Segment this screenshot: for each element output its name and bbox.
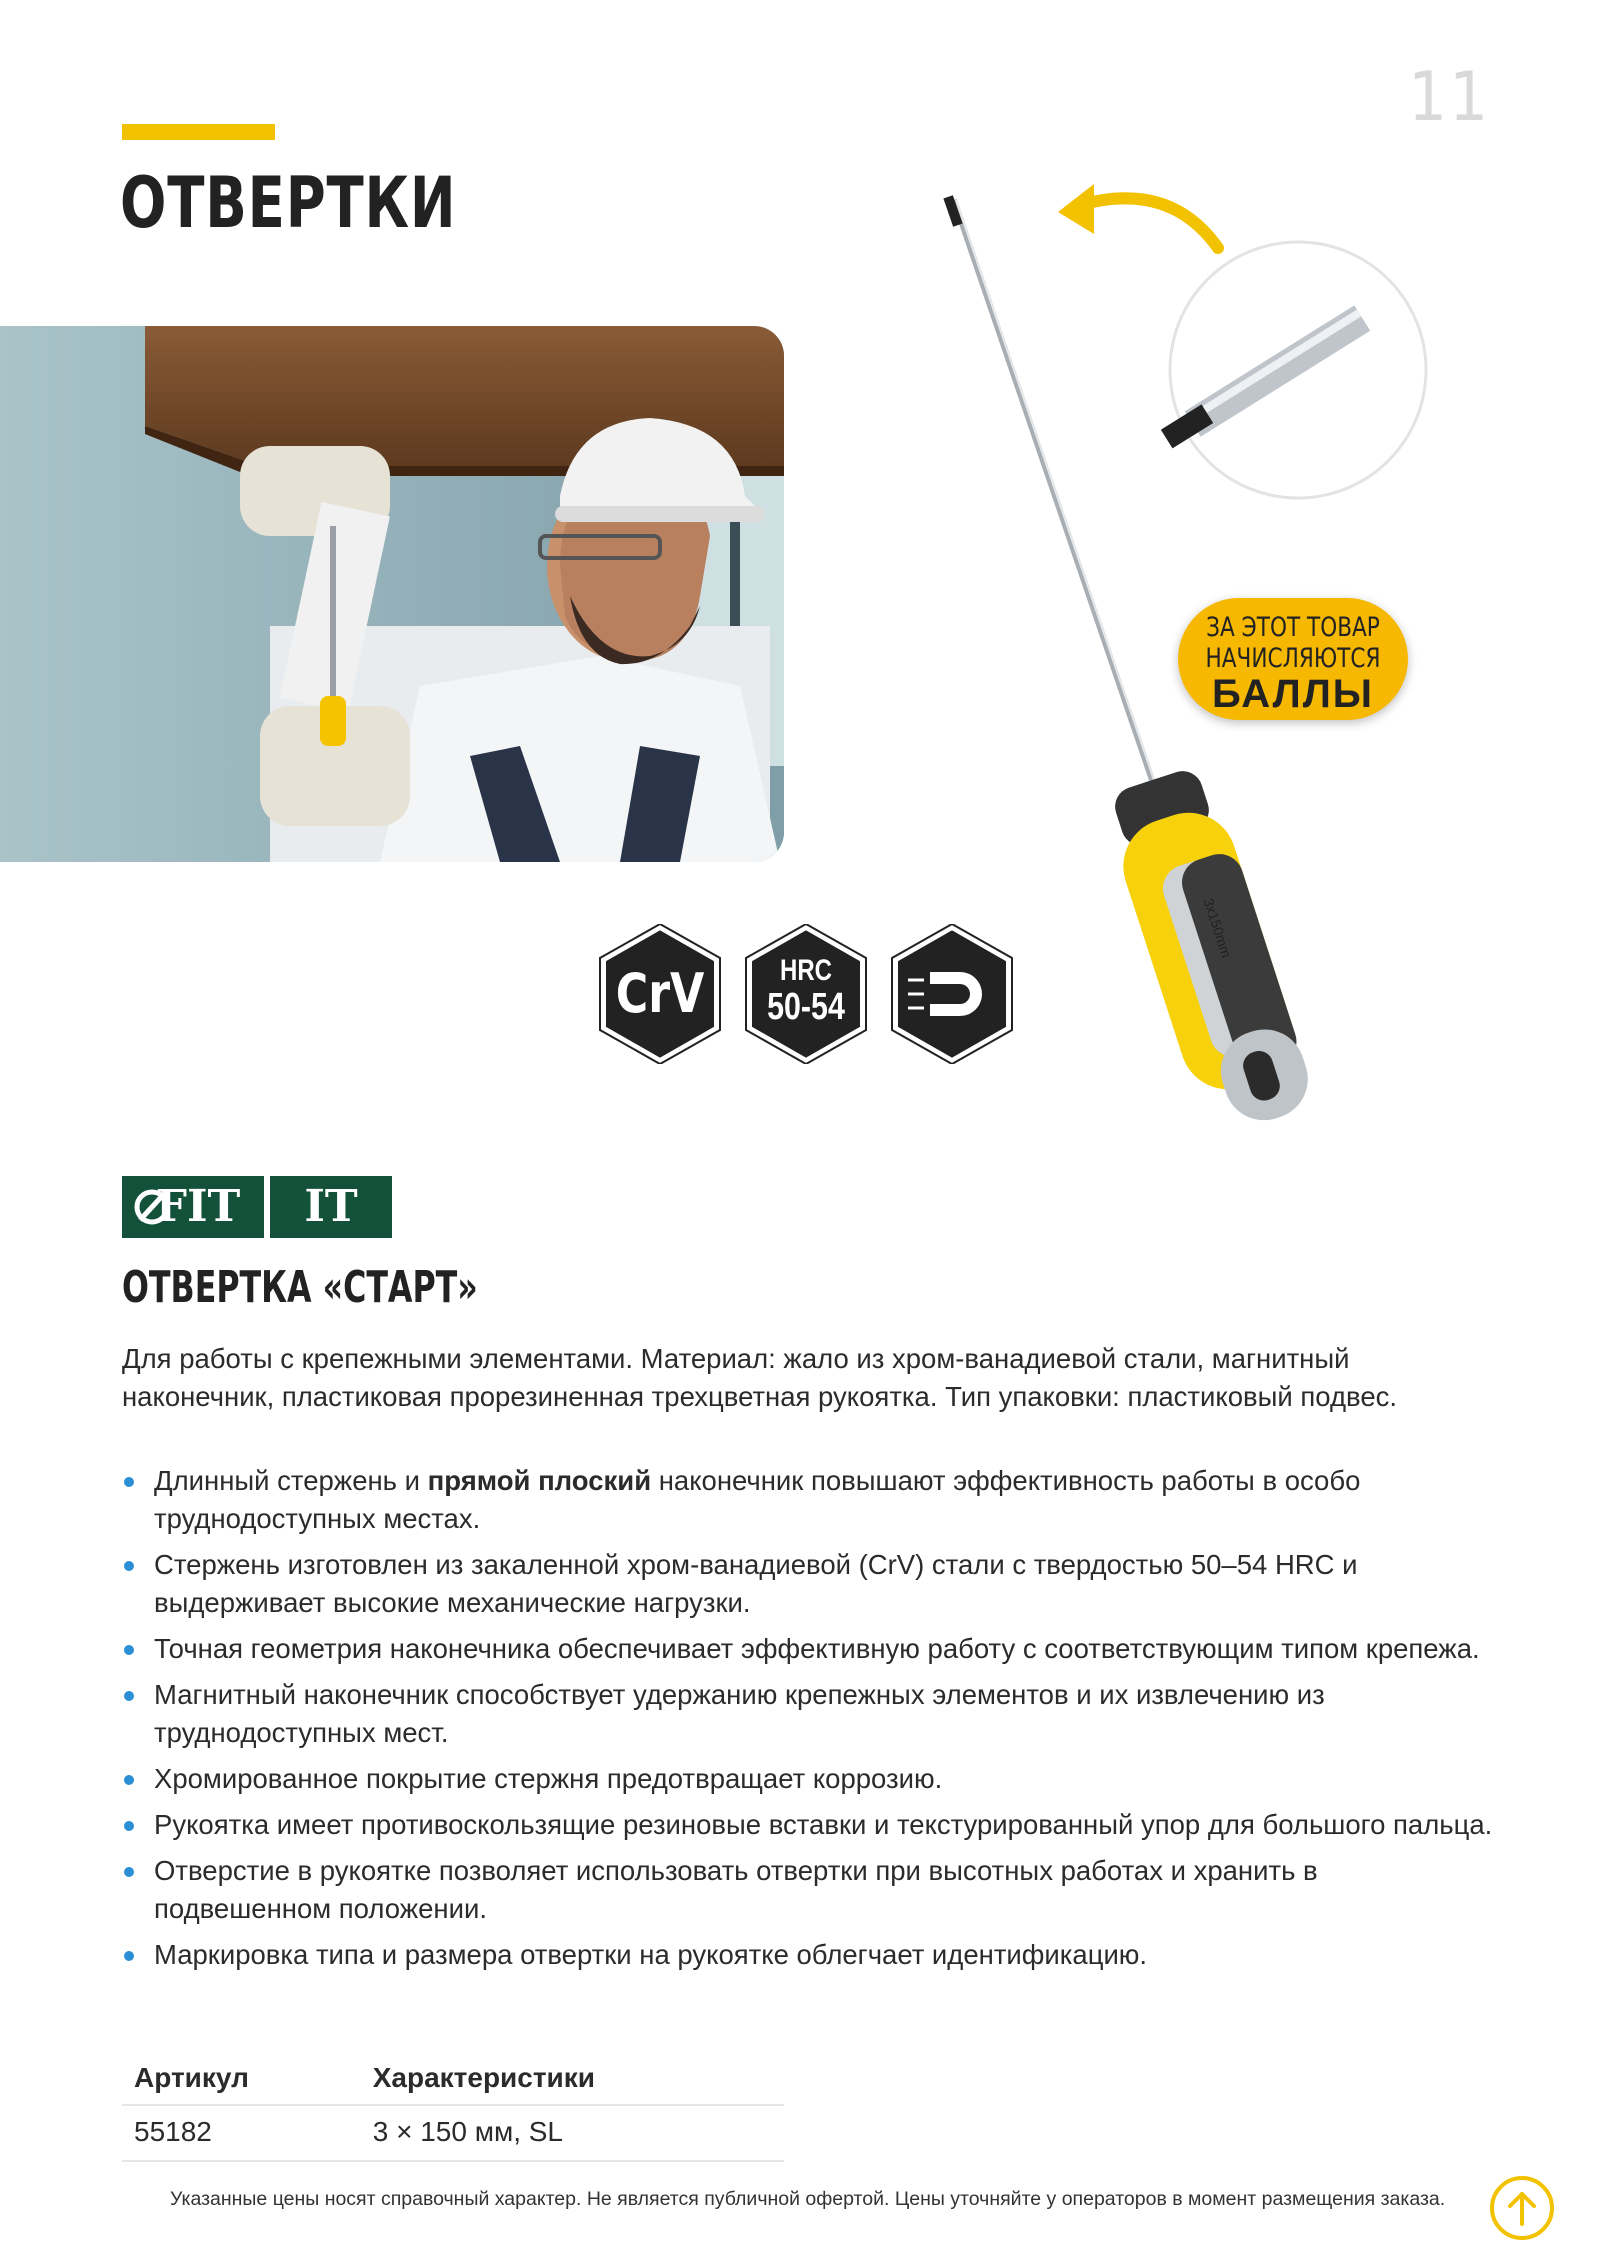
hrc-value: 50-54: [767, 986, 845, 1028]
brand-logo-it: [270, 1176, 392, 1238]
worker-photo: [0, 326, 784, 862]
spec-table: [122, 2054, 784, 2162]
list-item: Точная геометрия наконечника обеспечивает эффективную работу с соответствующим типом крепежа.: [122, 1630, 1502, 1668]
bullet-icon: [124, 1561, 134, 1571]
list-item: Стержень изготовлен из закаленной хром-ванадиевой (CrV) стали с твердостью 50–54 HRC и выдерживает высокие механические нагрузки.: [122, 1546, 1502, 1622]
badge-line2: НАЧИСЛЯЮТСЯ: [1205, 643, 1381, 674]
brand-part1: FIT: [155, 1181, 241, 1232]
bullet-icon: [124, 1951, 134, 1961]
product-description: Для работы с крепежными элементами. Материал: жало из хром-ванадиевой стали, магнитный наконечник, пластиковая прорезиненная трехцветная рукоятка. Тип упаковки: пластиковый подвес.: [122, 1343, 1398, 1412]
list-item: Отверстие в рукоятке позволяет использовать отвертки при высотных работах и хранить в подвешенном положении.: [122, 1852, 1502, 1928]
table-row: [122, 2105, 784, 2161]
hrc-label: HRC: [780, 954, 832, 987]
brand-logo: [122, 1176, 392, 1238]
list-item: Рукоятка имеет противоскользящие резиновые вставки и текстурированный упор для большого пальца.: [122, 1806, 1502, 1844]
page-number: 11: [1408, 58, 1490, 137]
list-item: Маркировка типа и размера отвертки на рукоятке облегчает идентификацию.: [122, 1936, 1502, 1974]
list-item: Магнитный наконечник способствует удержанию крепежных элементов и их извлечению из труднодоступных мест.: [122, 1676, 1502, 1752]
column-header-specs: Характеристики: [361, 2054, 784, 2105]
bullet-icon: [124, 1691, 134, 1701]
column-header-sku: Артикул: [122, 2054, 361, 2105]
scroll-to-top-button[interactable]: [1490, 2176, 1554, 2240]
arrow-up-icon: [1506, 2190, 1538, 2226]
bullet-icon: [124, 1867, 134, 1877]
hrc-icon: [744, 924, 868, 1064]
sku-cell: 55182: [122, 2105, 361, 2161]
table-header-row: [122, 2054, 784, 2105]
brand-slash-icon: [134, 1188, 170, 1226]
magnet-icon: [890, 924, 1014, 1064]
bullet-icon: [124, 1821, 134, 1831]
badge-line1: ЗА ЭТОТ ТОВАР: [1206, 612, 1380, 643]
handle-marking: 3x150mm: [1200, 896, 1235, 960]
bullet-icon: [124, 1645, 134, 1655]
product-title: ОТВЕРТКА «СТАРТ»: [122, 1262, 478, 1313]
accent-bar: [122, 124, 275, 140]
crv-label: CrV: [615, 962, 705, 1025]
crv-icon: [598, 924, 722, 1064]
bullet-icon: [124, 1775, 134, 1785]
list-item: Хромированное покрытие стержня предотвращает коррозию.: [122, 1760, 1502, 1798]
page-title: ОТВЕРТКИ: [120, 162, 457, 244]
brand-part2: IT: [304, 1181, 358, 1232]
feature-list: [122, 1462, 1502, 1982]
points-badge: [1178, 598, 1408, 720]
specs-cell: 3 × 150 мм, SL: [361, 2105, 784, 2161]
badge-line3: БАЛЛЫ: [1212, 672, 1374, 716]
list-item: Длинный стержень и прямой плоский наконечник повышают эффективность работы в особо труднодоступных местах.: [122, 1462, 1502, 1538]
bullet-icon: [124, 1477, 134, 1487]
brand-logo-fit: [122, 1176, 264, 1238]
footer-note: Указанные цены носят справочный характер. Не является публичной офертой. Цены уточняйте у операторов в момент размещения заказа.: [170, 2188, 1446, 2210]
